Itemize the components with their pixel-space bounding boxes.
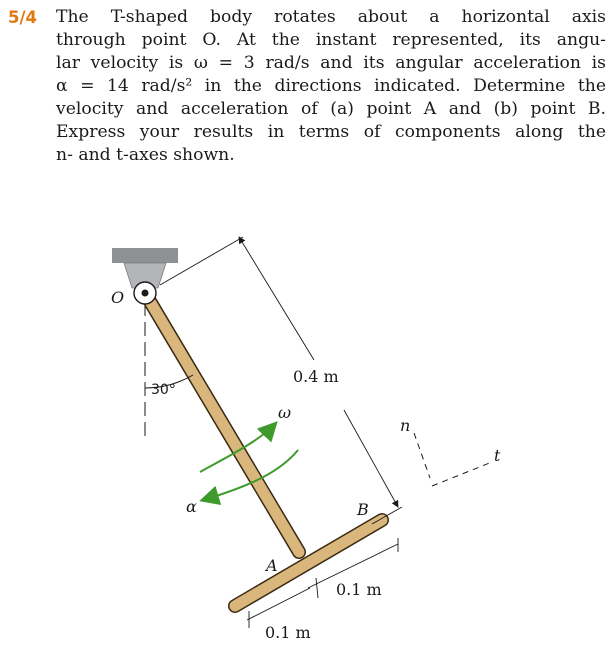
- problem-line-7: n- and t-axes shown.: [56, 145, 235, 165]
- label-omega: ω: [278, 403, 292, 422]
- t-body-figure: [0, 210, 612, 648]
- label-length: 0.4 m: [293, 367, 339, 386]
- pivot-center: [142, 290, 149, 297]
- problem-line-4: α = 14 rad/s² in the directions indicated. Determine the: [56, 76, 606, 96]
- label-dimension-right: 0.1 m: [336, 580, 382, 599]
- problem-line-3: lar velocity is ω = 3 rad/s and its angular acceleration is: [56, 53, 606, 73]
- bar-fill: [145, 293, 299, 552]
- label-point-b: B: [357, 500, 369, 519]
- t-shaped-body: [145, 293, 382, 606]
- figure-drawing: [0, 210, 612, 648]
- problem-line-1: The T-shaped body rotates about a horizontal axis: [56, 7, 606, 27]
- problem-line-2: through point O. At the instant represented, its angu-: [56, 30, 606, 50]
- problem-line-5: velocity and acceleration of (a) point A and (b) point B.: [56, 99, 606, 119]
- label-dimension-left: 0.1 m: [265, 623, 311, 642]
- label-alpha: α: [186, 497, 197, 516]
- problem-statement: [8, 6, 606, 167]
- label-point-a: A: [266, 556, 278, 575]
- dimension-tick-mid: [316, 578, 318, 598]
- t-axis: [432, 462, 492, 486]
- label-n-axis: n: [400, 416, 411, 435]
- label-t-axis: t: [494, 446, 501, 465]
- problem-number: 5/4: [8, 8, 37, 27]
- n-axis: [414, 433, 430, 478]
- label-point-o: O: [111, 288, 125, 307]
- support-ceiling: [112, 248, 178, 263]
- dimension-arrow-up: [239, 237, 314, 360]
- problem-line-6: Express your results in terms of components along the: [56, 122, 606, 142]
- dimension-arrow-down: [344, 410, 398, 507]
- label-angle: 30°: [151, 382, 176, 398]
